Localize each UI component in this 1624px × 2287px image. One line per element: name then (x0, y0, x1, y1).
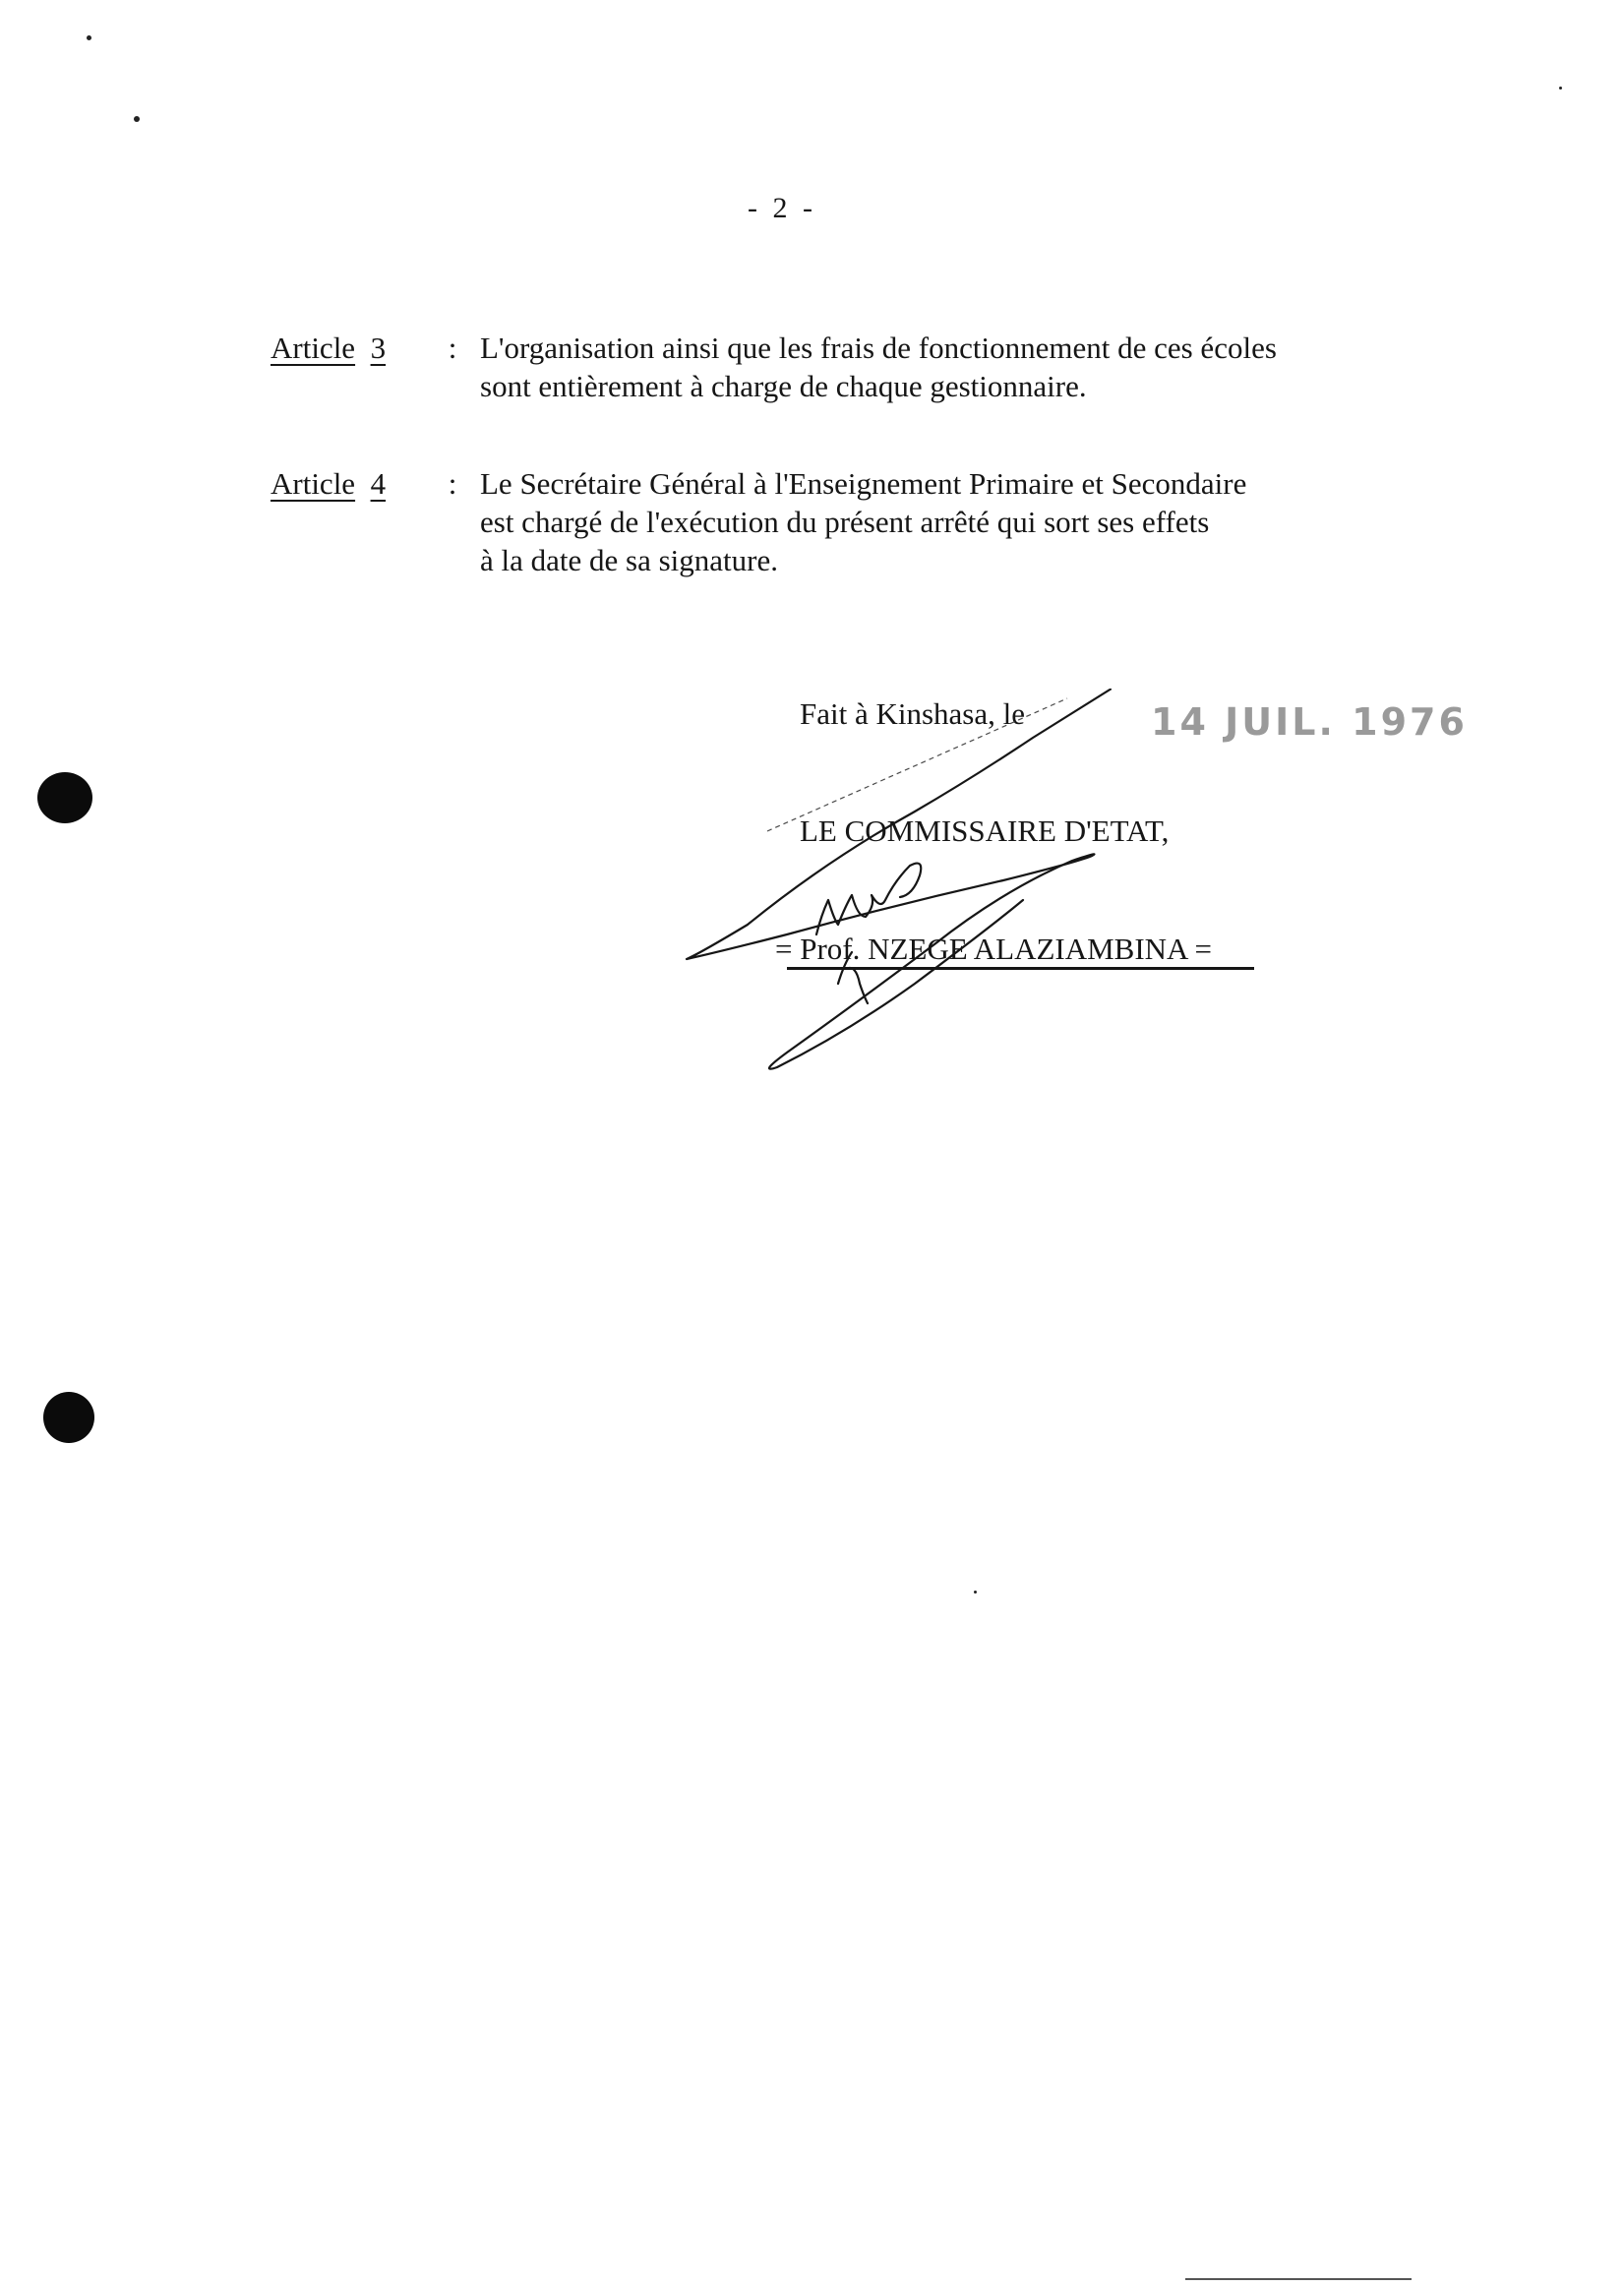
article-3 (271, 329, 1569, 405)
article-3-label (271, 329, 433, 405)
punch-hole-bottom (43, 1392, 94, 1443)
article-4-body (472, 464, 1569, 579)
place-date: Fait à Kinshasa, le (800, 696, 1026, 731)
article-3-label-word: Article (271, 331, 356, 365)
punch-hole-top (37, 772, 92, 823)
page-number: - 2 - (748, 192, 816, 224)
article-3-line-2: sont entièrement à charge de chaque gestionnaire. (480, 369, 1087, 403)
official-name: = Prof. NZEGE ALAZIAMBINA = (775, 932, 1212, 966)
article-3-body (472, 329, 1569, 405)
bottom-edge-rule (1185, 2278, 1412, 2280)
scan-speck (87, 35, 91, 40)
article-4-line-2: est chargé de l'exécution du présent arrêté qui sort ses effets (480, 505, 1210, 539)
article-4-label-word: Article (271, 466, 356, 501)
scan-speck (134, 116, 140, 122)
article-4 (271, 464, 1569, 579)
scan-speck (974, 1591, 977, 1594)
handwritten-signature (679, 689, 1112, 1082)
article-3-line-1: L'organisation ainsi que les frais de fonctionnement de ces écoles (480, 331, 1277, 365)
article-4-label (271, 464, 433, 579)
article-4-colon: : (448, 466, 457, 501)
article-4-line-1: Le Secrétaire Général à l'Enseignement Primaire et Secondaire (480, 466, 1247, 501)
article-4-label-number: 4 (370, 466, 387, 501)
date-stamp: 14 JUIL. 1976 (1151, 700, 1468, 744)
scan-speck (1559, 87, 1562, 90)
article-3-label-number: 3 (370, 331, 387, 365)
official-title: LE COMMISSAIRE D'ETAT, (800, 813, 1170, 848)
signature-initials-1 (816, 864, 921, 934)
signature-initials-2 (838, 952, 868, 1003)
signature-upper-stroke (687, 689, 1112, 959)
article-4-line-3: à la date de sa signature. (480, 543, 778, 577)
signature-flourish-loop (769, 854, 1095, 1068)
article-3-colon: : (448, 331, 457, 365)
